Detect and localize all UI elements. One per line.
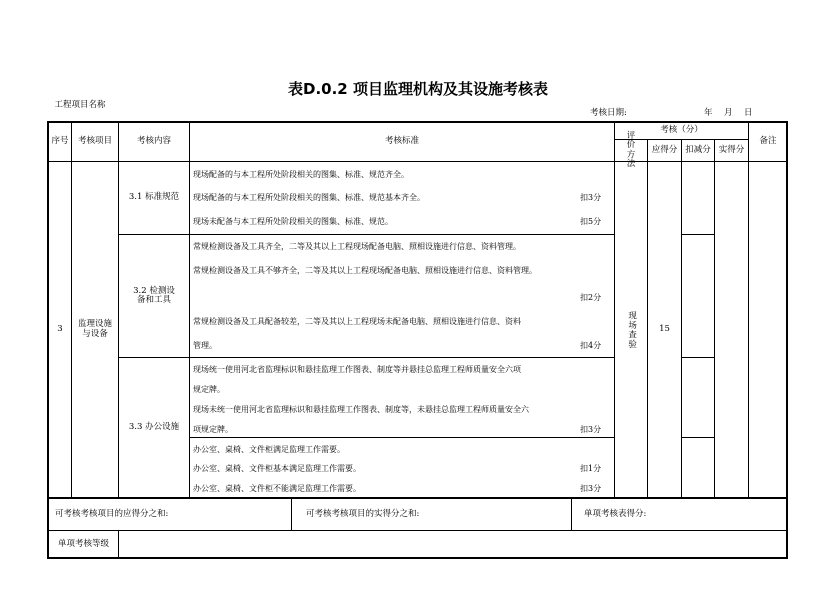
- section-label-3-3: 3.3 办公设施: [118, 357, 190, 498]
- standard-line: 现场未配备与本工程所处阶段相关的图集、标准、规范。: [193, 217, 393, 226]
- sum-due-label: 可考核考核项目的应得分之和:: [55, 508, 169, 519]
- method-cell: [614, 161, 648, 498]
- header-no: 序号: [48, 122, 72, 162]
- deduction-text: 扣4分: [580, 341, 602, 350]
- date-year: 年: [704, 108, 713, 118]
- row-actual[interactable]: [714, 161, 749, 498]
- section-label-3-1: 3.1 标准规范: [118, 161, 190, 235]
- deduct-cell-3-3b[interactable]: [681, 437, 715, 498]
- header-content: 考核内容: [118, 122, 190, 162]
- header-remark: 备注: [748, 122, 788, 162]
- header-method: 评价方法: [614, 139, 648, 162]
- sum-actual-cell[interactable]: [291, 497, 572, 531]
- row-no: 3: [48, 161, 72, 498]
- standard-line: 办公室、桌椅、文件柜不能满足监理工作需要。: [193, 484, 361, 493]
- standard-line: 规定牌。: [193, 385, 225, 394]
- standard-line: 现场统一使用河北省监理标识和悬挂监理工作图表、制度等并悬挂总监理工程师质量安全六项: [193, 365, 521, 374]
- sum-actual-label: 可考核考核项目的实得分之和:: [306, 508, 420, 519]
- row-remark[interactable]: [748, 161, 788, 498]
- deduct-cell-3-1[interactable]: [681, 161, 715, 235]
- deduction-text: 扣3分: [580, 425, 602, 434]
- header-item: 考核项目: [71, 122, 119, 162]
- standard-line: 现场配备的与本工程所处阶段相关的图集、标准、规范基本齐全。: [193, 193, 425, 202]
- date-month: 月: [724, 108, 733, 118]
- standard-line: 常规检测设备及工具不够齐全，二等及其以上工程现场配备电脑、照相设施进行信息、资料管理。: [193, 266, 537, 275]
- standard-line: 现场配备的与本工程所处阶段相关的图集、标准、规范齐全。: [193, 170, 409, 179]
- row-due: 15: [647, 161, 682, 498]
- standard-line: 常规检测设备及工具配备较差，二等及其以上工程现场未配备电脑、照相设施进行信息、资料: [193, 317, 521, 326]
- header-score-group: 考核（分）: [614, 122, 749, 140]
- date-label: 考核日期:: [590, 108, 627, 118]
- sum-due-cell[interactable]: [48, 497, 292, 531]
- header-deduct: 扣减分: [681, 139, 715, 162]
- standard-line: 现场未统一使用河北省监理标识和悬挂监理工作图表、制度等，未悬挂总监理工程师质量安全六: [193, 405, 529, 414]
- header-actual: 实得分: [714, 139, 749, 162]
- deduction-text: 扣3分: [580, 484, 602, 493]
- single-score-label: 单项考核表得分:: [584, 508, 647, 519]
- deduction-text: 扣2分: [580, 293, 602, 302]
- standard-line: 管理。: [193, 341, 217, 350]
- standard-line: 常规检测设备及工具齐全，二等及其以上工程现场配备电脑、照相设施进行信息、资料管理。: [193, 242, 521, 251]
- grade-value[interactable]: [118, 530, 788, 559]
- page-title: 表D.0.2 项目监理机构及其设施考核表: [288, 80, 548, 98]
- deduction-text: 扣3分: [580, 193, 602, 202]
- header-standard: 考核标准: [189, 122, 615, 162]
- project-name-label: 工程项目名称: [54, 100, 106, 110]
- deduction-text: 扣1分: [580, 464, 602, 473]
- section-label-3-2: 3.2 检测设备和工具: [118, 234, 190, 358]
- deduct-cell-3-3a[interactable]: [681, 357, 715, 438]
- grade-label: 单项考核等级: [48, 530, 119, 559]
- row-item: 监理设施与设备: [71, 161, 119, 498]
- header-due: 应得分: [647, 139, 682, 162]
- deduct-cell-3-2[interactable]: [681, 234, 715, 358]
- single-score-cell[interactable]: [571, 497, 788, 531]
- deduction-text: 扣5分: [580, 217, 602, 226]
- standard-line: 办公室、桌椅、文件柜基本满足监理工作需要。: [193, 464, 361, 473]
- row-method: 现场查验: [626, 310, 637, 349]
- standard-line: 项规定牌。: [193, 425, 233, 434]
- standard-cell-3-2: [189, 234, 615, 358]
- date-day: 日: [744, 108, 753, 118]
- standard-line: 办公室、桌椅、文件柜满足监理工作需要。: [193, 445, 345, 454]
